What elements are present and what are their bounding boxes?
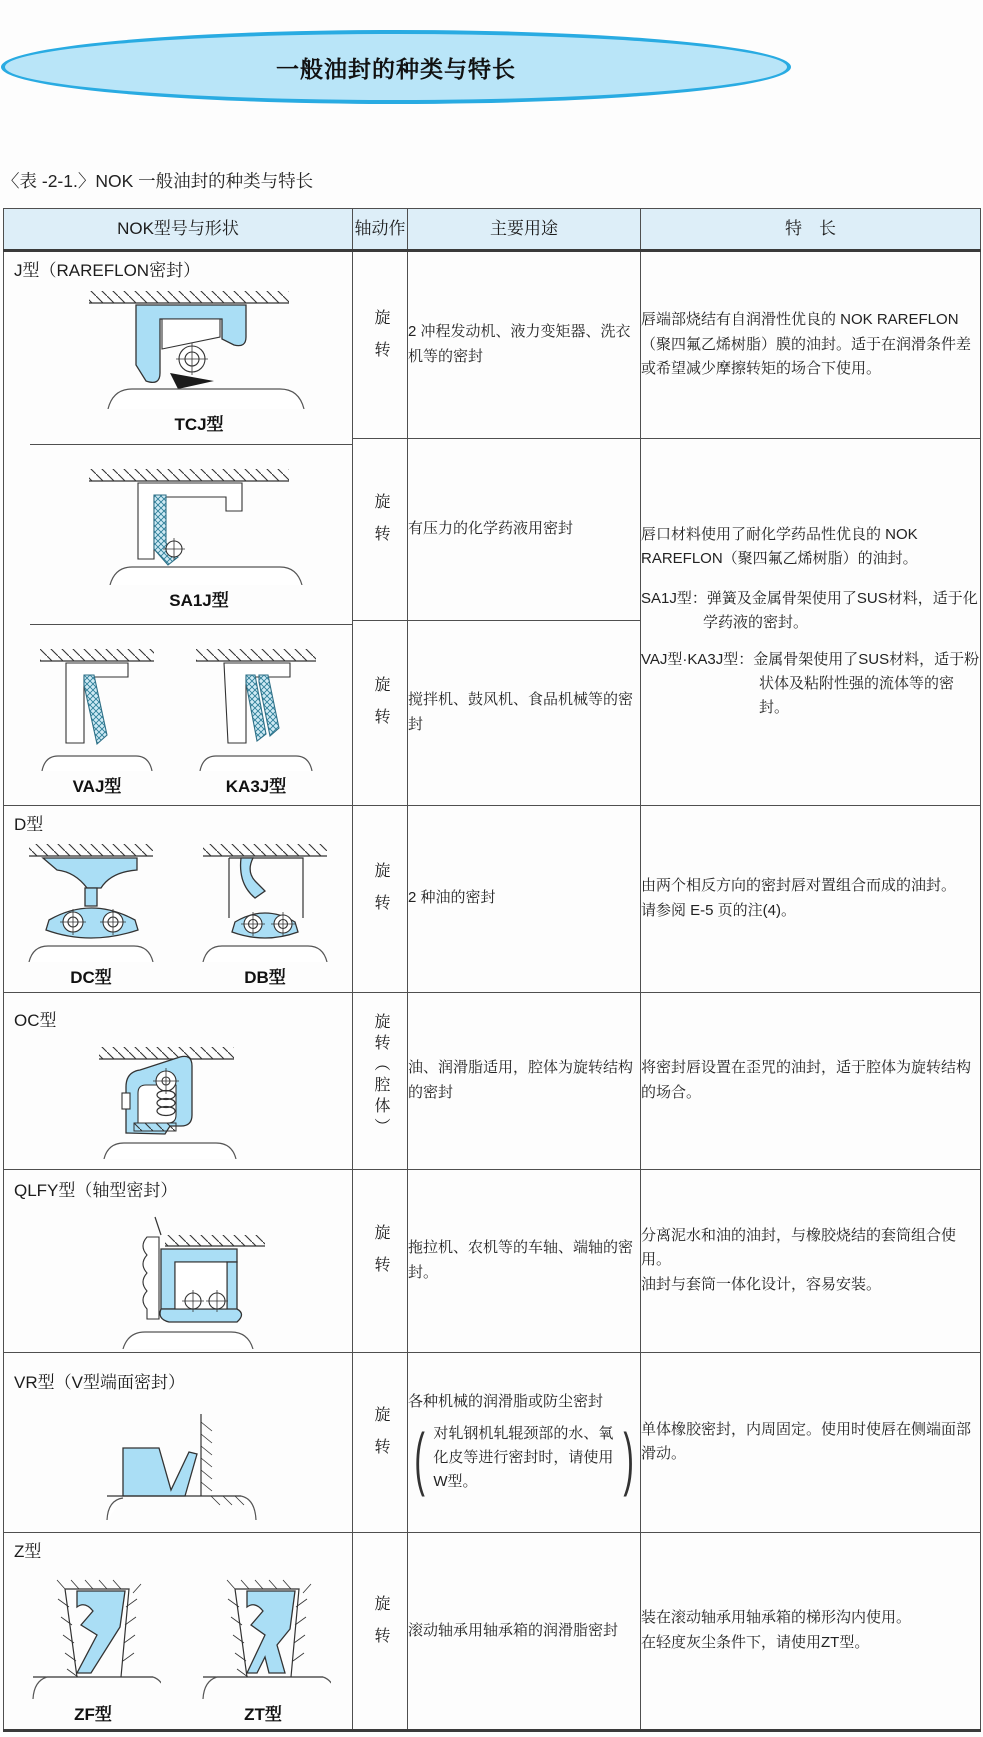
tcj-usage-cell: 2 冲程发动机、液力变矩器、洗衣机等的密封 xyxy=(408,251,641,439)
row-oc xyxy=(4,992,981,1169)
header-features: 特 长 xyxy=(641,209,981,251)
tcj-features: 唇端部烧结有自润滑性优良的 NOK RAREFLON（聚四氟乙烯树脂）膜的油封。适于在润滑条件差或希望减少摩擦转矩的场合下使用。 xyxy=(641,311,972,377)
row-z xyxy=(4,1532,981,1730)
d-motion: 旋转 xyxy=(371,862,389,927)
qlfy-features-1: 分离泥水和油的油封，与橡胶烧结的套筒组合使用。 xyxy=(641,1227,957,1269)
header-motion: 轴动作 xyxy=(353,209,408,251)
vr-motion-cell xyxy=(353,1352,408,1532)
sa1j-features: SA1J型：弹簧及金属骨架使用了SUS材料，适于化学药液的密封。 xyxy=(641,590,978,632)
sa1j-label: SA1J型 xyxy=(169,590,229,610)
qlfy-seal-diagram xyxy=(109,1209,269,1349)
zt-label: ZT型 xyxy=(244,1705,282,1725)
dc-seal-diagram xyxy=(21,840,161,962)
section-label-qlfy: QLFY型（轴型密封） xyxy=(14,1181,178,1201)
header-model: NOK型号与形状 xyxy=(4,209,353,251)
oc-model-cell xyxy=(4,992,353,1169)
row-sa1j xyxy=(4,438,981,620)
tcj-motion-cell xyxy=(353,251,408,439)
db-seal-diagram xyxy=(195,840,335,962)
vr-motion: 旋转 xyxy=(371,1405,389,1470)
header-row xyxy=(4,209,981,251)
vaj-model-cell xyxy=(4,620,353,805)
oc-motion: 旋转（腔体） xyxy=(371,1013,389,1140)
oc-usage-cell: 油、润滑脂适用，腔体为旋转结构的密封 xyxy=(408,992,641,1169)
d-features-cell xyxy=(641,805,981,992)
paren-open: ( xyxy=(414,1418,425,1497)
seal-type-table xyxy=(3,208,981,1732)
z-usage-cell: 滚动轴承用轴承箱的润滑脂密封 xyxy=(408,1532,641,1730)
z-motion: 旋转 xyxy=(371,1594,389,1659)
j-family-features-intro: 唇口材料使用了耐化学药品性优良的 NOK RAREFLON（聚四氟乙烯树脂）的油封。 xyxy=(641,525,918,567)
vr-usage-main: 各种机械的润滑脂或防尘密封 xyxy=(408,1392,604,1410)
db-label: DB型 xyxy=(244,968,286,988)
vaj-seal-diagram xyxy=(36,645,158,771)
section-label-vr: VR型（V型端面密封） xyxy=(14,1372,185,1392)
section-label-z: Z型 xyxy=(14,1541,42,1561)
vaj-motion-cell xyxy=(353,620,408,805)
ka3j-seal-diagram xyxy=(192,645,320,771)
oc-features: 将密封唇设置在歪咒的油封，适于腔体为旋转结构的场合。 xyxy=(641,1059,972,1101)
zf-label: ZF型 xyxy=(74,1705,112,1725)
vr-usage-note xyxy=(408,1418,640,1497)
dc-label: DC型 xyxy=(70,968,112,988)
vr-usage-cell xyxy=(408,1352,641,1532)
tcj-motion: 旋转 xyxy=(371,308,389,373)
z-model-cell xyxy=(4,1532,353,1730)
sa1j-seal-diagram xyxy=(74,463,324,585)
z-features-1: 装在滚动轴承用轴承箱的梯形沟内使用。 xyxy=(641,1609,912,1627)
qlfy-features-cell xyxy=(641,1169,981,1352)
qlfy-features-2: 油封与套筒一体化设计，容易安装。 xyxy=(641,1275,882,1293)
row-tcj xyxy=(4,251,981,439)
paren-close: ) xyxy=(623,1418,634,1497)
tcj-seal-diagram xyxy=(74,285,324,409)
row-d xyxy=(4,805,981,992)
zf-seal-diagram xyxy=(25,1565,161,1699)
header-usage: 主要用途 xyxy=(408,209,641,251)
ka3j-label: KA3J型 xyxy=(225,777,287,797)
sa1j-motion-cell xyxy=(353,438,408,620)
vaj-label: VAJ型 xyxy=(72,777,122,797)
tcj-model-cell xyxy=(4,251,353,439)
d-features-1: 由两个相反方向的密封唇对置组合而成的油封。 xyxy=(641,877,957,895)
vr-note-text: 对轧钢机轧辊颈部的水、氧化皮等进行密封时，请使用W型。 xyxy=(433,1424,614,1491)
oc-motion-cell xyxy=(353,992,408,1169)
qlfy-usage-cell: 拖拉机、农机等的车轴、端轴的密封。 xyxy=(408,1169,641,1352)
vr-seal-diagram xyxy=(89,1408,269,1520)
row-vr xyxy=(4,1352,981,1532)
inset-separator xyxy=(30,444,352,445)
d-features-2: 请参阅 E-5 页的注(4)。 xyxy=(641,901,797,919)
d-model-cell xyxy=(4,805,353,992)
vr-model-cell xyxy=(4,1352,353,1532)
z-motion-cell xyxy=(353,1532,408,1730)
oc-seal-diagram xyxy=(74,1041,254,1159)
d-motion-cell xyxy=(353,805,408,992)
page-title: 一般油封的种类与特长 xyxy=(276,55,516,82)
qlfy-motion-cell xyxy=(353,1169,408,1352)
oc-features-cell xyxy=(641,992,981,1169)
section-label-j: J型（RAREFLON密封） xyxy=(14,261,201,280)
row-qlfy xyxy=(4,1169,981,1352)
vr-features-cell xyxy=(641,1352,981,1532)
qlfy-motion: 旋转 xyxy=(371,1224,389,1289)
vaj-ka3j-features: VAJ型·KA3J型：金属骨架使用了SUS材料，适于粉状体及粘附性强的流体等的密封。 xyxy=(641,650,980,717)
inset-separator xyxy=(30,624,352,625)
vaj-motion: 旋转 xyxy=(371,676,389,741)
sa1j-motion: 旋转 xyxy=(371,492,389,557)
sa1j-usage-cell: 有压力的化学药液用密封 xyxy=(408,438,641,620)
z-features-cell xyxy=(641,1532,981,1730)
section-label-d: D型 xyxy=(14,814,44,834)
zt-seal-diagram xyxy=(195,1565,331,1699)
sa1j-model-cell xyxy=(4,438,353,620)
vaj-usage-cell: 搅拌机、鼓风机、食品机械等的密封 xyxy=(408,620,641,805)
section-label-oc: OC型 xyxy=(14,1011,57,1031)
title-banner xyxy=(1,30,791,104)
j-family-features-cell xyxy=(641,438,981,805)
qlfy-model-cell xyxy=(4,1169,353,1352)
table-caption: 〈表 -2-1.〉NOK 一般油封的种类与特长 xyxy=(2,171,314,191)
z-features-2: 在轻度灰尘条件下，请使用ZT型。 xyxy=(641,1633,870,1651)
d-usage-cell: 2 种油的密封 xyxy=(408,805,641,992)
vr-features: 单体橡胶密封，内周固定。使用时使唇在侧端面部滑动。 xyxy=(641,1420,972,1463)
tcj-label: TCJ型 xyxy=(174,414,224,434)
tcj-features-cell xyxy=(641,251,981,439)
